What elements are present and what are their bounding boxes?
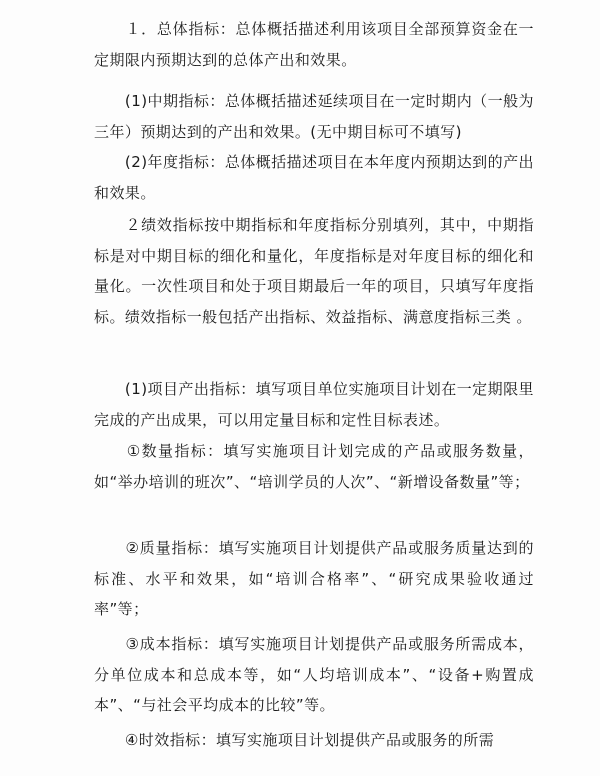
- paragraph-quantity-indicators: ①数量指标：填写实施项目计划完成的产品或服务数量，如“举办培训的班次”、“培训学员的人次”、“新增设备数量”等；: [94, 442, 534, 491]
- paragraph-mid-term-indicators: (1)中期指标：总体概括描述延续项目在一定时期内（一般为三年）预期达到的产出和效果。(无中期目标可不填写): [94, 92, 534, 141]
- paragraph-performance-indicators: ２绩效指标按中期指标和年度指标分别填列，其中，中期指标是对中期目标的细化和量化，年度指标是对年度目标的细化和量化。一次性项目和处于项目期最后一年的项目，只填写年度指标。绩效指标一般包括产出指标、效益指标、满意度指标三类 。: [94, 216, 534, 326]
- paragraph-overall-indicators: １．总体指标：总体概括描述利用该项目全部预算资金在一定期限内预期达到的总体产出和效果。: [94, 20, 534, 69]
- paragraph-cost-indicators: ③成本指标：填写实施项目计划提供产品或服务所需成本，分单位成本和总成本等，如“人均培训成本”、“设备+购置成本”、“与社会平均成本的比较”等。: [94, 635, 534, 714]
- paragraph-annual-indicators: (2)年度指标：总体概括描述项目在本年度内预期达到的产出和效果。: [94, 153, 534, 202]
- paragraph-timeliness-indicators: ④时效指标：填写实施项目计划提供产品或服务的所需: [94, 731, 495, 749]
- paragraph-output-indicators: (1)项目产出指标：填写项目单位实施项目计划在一定期限里完成的产出成果，可以用定量目标和定性目标表述。: [94, 380, 534, 429]
- paragraph-quality-indicators: ②质量指标：填写实施项目计划提供产品或服务质量达到的标准、水平和效果，如“培训合格率”、“研究成果验收通过率”等；: [94, 539, 534, 618]
